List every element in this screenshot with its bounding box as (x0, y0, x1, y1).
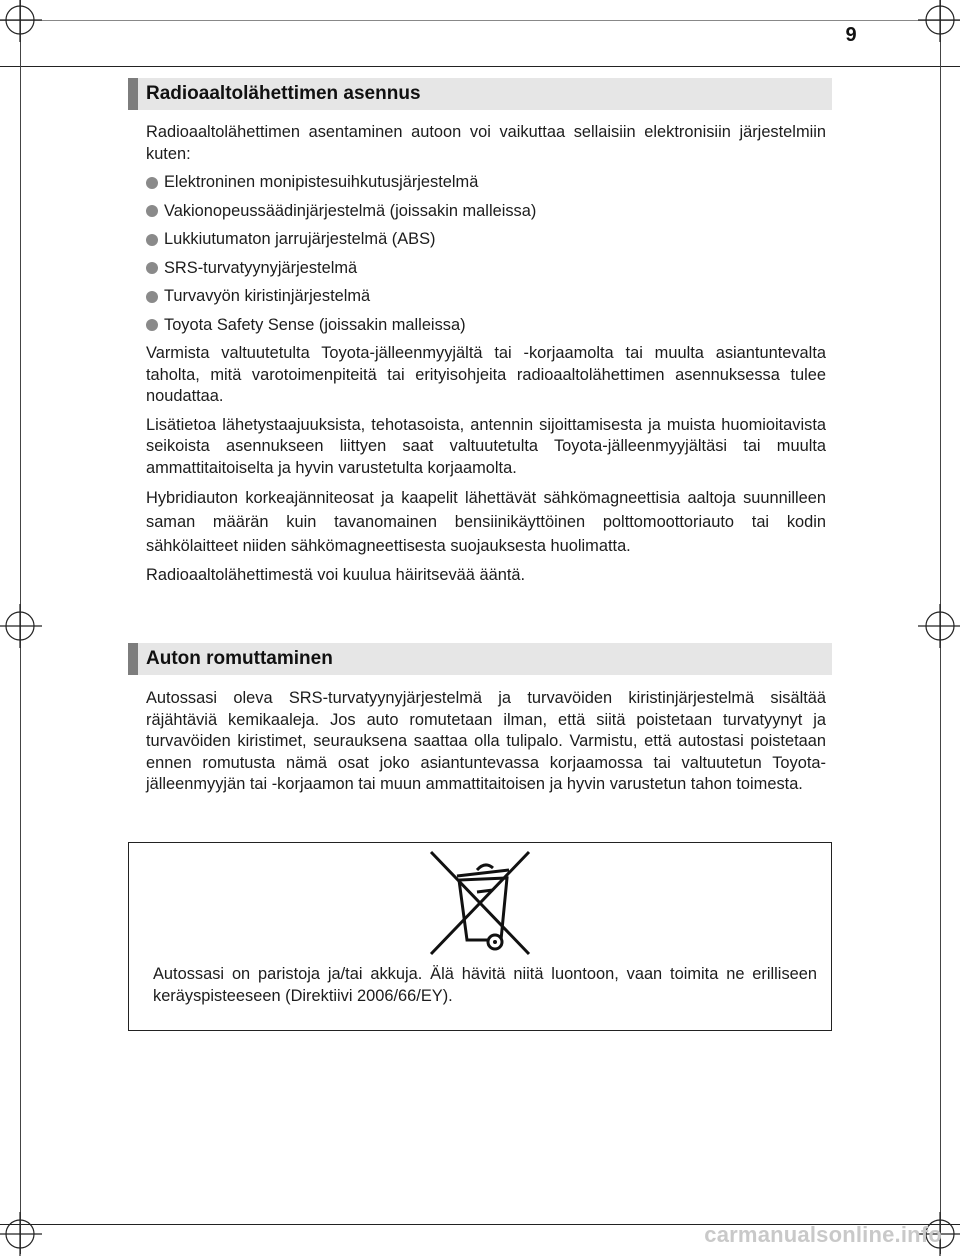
system-list (146, 172, 826, 336)
section-heading-label: Radioaaltolähettimen asennus (146, 83, 421, 104)
list-item-text: Lukkiutumaton jarrujärjestelmä (ABS) (164, 230, 436, 248)
crossed-out-wheelie-bin-icon (427, 848, 535, 956)
section-heading-radio-transmitter (128, 78, 832, 110)
section-heading-scrapping (128, 643, 832, 675)
crop-mark-icon (918, 604, 960, 648)
list-item-text: Elektroninen monipistesuihkutusjärjestelmä (164, 173, 479, 191)
crop-mark-icon (0, 1212, 42, 1256)
page-number: 9 (845, 24, 857, 46)
bullet-icon (146, 177, 158, 189)
top-rule (0, 66, 960, 67)
paragraph-precautions: Varmista valtuutetulta Toyota-jälleenmyyjältä tai -korjaamolta tai muulta asiantuntevalta taholta, mitä varotoimenpiteitä tai erityisohjeita radioaaltolähettimen asennuksessa tulee noudattaa. (146, 344, 826, 405)
bullet-icon (146, 262, 158, 274)
bullet-icon (146, 319, 158, 331)
list-item (146, 172, 826, 194)
bullet-icon (146, 291, 158, 303)
list-item-text: Vakionopeussäädinjärjestelmä (joissakin malleissa) (164, 201, 537, 220)
top-thin-rule (0, 20, 960, 21)
list-item-text: Turvavyön kiristinjärjestelmä (164, 287, 371, 305)
crop-mark-icon (0, 0, 42, 42)
paragraph-frequencies: Lisätietoa lähetystaajuuksista, tehotasoista, antennin sijoittamisesta ja muista huomioitavista seikoista asennukseen liittyen saat valtuutetulta Toyota-jälleenmyyjältäsi tai muulta ammattitaitoiselta ja hyvin varustetulta korjaamolta. (146, 415, 826, 477)
crop-mark-icon (0, 604, 42, 648)
bullet-icon (146, 205, 158, 217)
list-item-text: SRS-turvatyynyjärjestelmä (164, 258, 358, 277)
site-watermark: carmanualsonline.info (704, 1222, 942, 1247)
crop-mark-icon (918, 0, 960, 42)
list-item (146, 229, 826, 251)
list-item (146, 258, 826, 280)
bullet-icon (146, 234, 158, 246)
battery-disposal-notice (128, 842, 832, 1031)
list-item (146, 201, 826, 223)
paragraph-hybrid-emissions: Hybridiauton korkeajänniteosat ja kaapelit lähettävät sähkömagneettisia aaltoja suunnilleen saman määrän kuin tavanomainen bensiinikäyttöinen polttomoottoriauto tai kodin sähkölaitteet niiden sähkömagneettisesta suojauksesta huolimatta. (146, 489, 826, 555)
section-body-scrapping (146, 688, 826, 803)
disposal-notice-text: Autossasi on paristoja ja/tai akkuja. Älä hävitä niitä luontoon, vaan toimita ne erilliseen keräyspisteeseen (Direktiivi 2006/66/EY). (153, 965, 817, 1005)
section-body-radio-transmitter (146, 122, 826, 594)
list-item-text: Toyota Safety Sense (joissakin malleissa) (164, 315, 466, 334)
paragraph-scrapping: Autossasi oleva SRS-turvatyynyjärjestelmä ja turvavöiden kiristinjärjestelmä sisältää räjähtäviä kemikaaleja. Jos auto romutetaan ilman, että siitä poistetaan turvatyynyt ja turvavöiden kiristimet, seurauksena saattaa olla tulipalo. Varmistu, että autostasi poistetaan ennen romutusta nämä osat joko asiantuntevassa korjaamossa tai valtuutetun Toyota-jälleenmyyjän tai -korjaamon tai muun ammattitaitoisen ja hyvin varustetun tahon toimesta. (146, 689, 826, 793)
intro-paragraph: Radioaaltolähettimen asentaminen autoon voi vaikuttaa sellaisiin elektronisiin järjestelmiin kuten: (146, 123, 826, 163)
section-heading-label: Auton romuttaminen (146, 648, 333, 669)
paragraph-noise: Radioaaltolähettimestä voi kuulua häiritsevää ääntä. (146, 566, 526, 584)
list-item (146, 315, 826, 337)
list-item (146, 286, 826, 308)
